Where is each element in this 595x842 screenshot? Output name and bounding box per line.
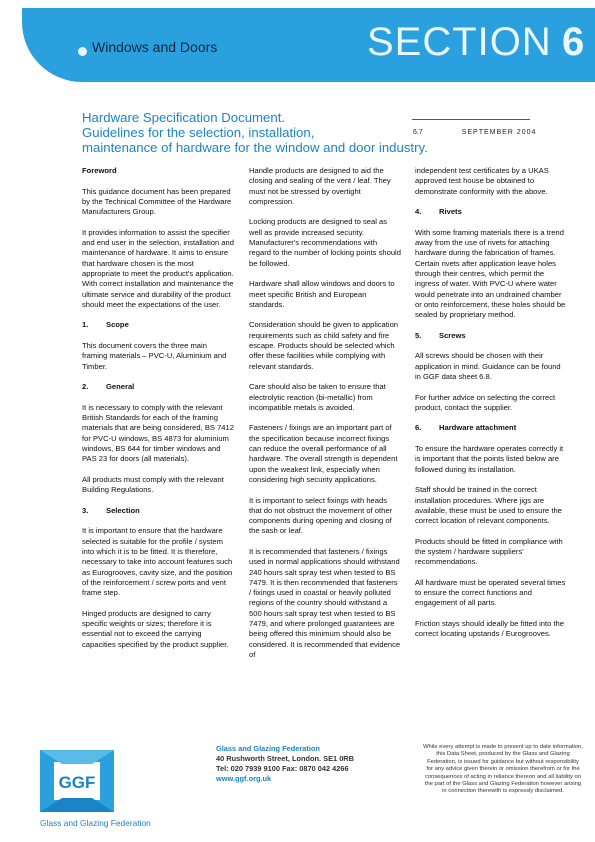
rivets-heading: 4. Rivets <box>415 207 462 217</box>
selection-paragraph-1: It is important to ensure that the hardware selected is suitable for the profile / system into which it is to be fitted. It is therefore, necessary to take into account features such as Eurogrooves, cavity size, and the position of the reinforcement / screw ports and vent frame step. <box>82 526 233 598</box>
test-certificates-paragraph: independent test certificates by a UKAS approved test house be obtained to demonstrate conformity with the above. <box>415 166 549 196</box>
screws-paragraph-1: All screws should be chosen with their application in mind. Guidance can be found in GGF data sheet 6.8. <box>415 351 561 381</box>
general-paragraph-2: All products must comply with the relevant Building Regulations. <box>82 474 224 495</box>
org-phone: Tel: 020 7939 9100 Fax: 0870 042 4266 <box>216 764 349 773</box>
safety-paragraph: Consideration should be given to application requirements such as child safety and fire escape. Products should be selected which offer these facilities while complying with relevant standards. <box>249 320 399 371</box>
logo-name: Glass and Glazing Federation <box>40 818 151 828</box>
bullet-icon <box>78 47 87 56</box>
salt-spray-paragraph: It is recommended that fasteners / fixings used in normal applications should withstand 240 hours salt spray test when tested to BS 7479. It is then recommended that fasteners / fixings used in coastal or heavily polluted regions of the country should withstand a 500 hours salt spray test when tested to BS 7479, and where prolonged guarantees are being offered this minimum should also be considered. It is recommended that evidence of <box>249 546 401 659</box>
screws-heading: 5. Screws <box>415 330 466 340</box>
attachment-paragraph-2: Staff should be trained in the correct installation procedures. Where jigs are available, these must be used to ensure the correct location of relevant components. <box>415 485 562 526</box>
disclaimer: While every attempt is made to present up to date information, this Data Sheet, produced by the Glass and Glazing Federation, is issued for guidance but without responsibility for any advice given therein or omission therefrom or for the consequences of acting in reliance thereon and all liability on the part of the Glass and Glazing Federation however arising in connection therewith is expressly disclaimed. <box>423 744 583 795</box>
foreword-paragraph-2: It provides information to assist the specifier and end user in the selection, installation and maintenance of hardware. It aims to ensure that hardware chosen is the most appropriate to meet the product's application. With correct installation and maintenance the ultimate service and durability of the product should meet the expectations of the user. <box>82 227 234 309</box>
scope-paragraph: This document covers the three main framing materials – PVC-U, Aluminium and Timber. <box>82 341 227 371</box>
fixings-heads-paragraph: It is important to select fixings with heads that do not obstruct the movement of other components during opening and closing of the sash or leaf. <box>249 495 393 536</box>
federation-contact <box>216 744 354 784</box>
attachment-paragraph-3: Products should be fitted in compliance with the system / hardware suppliers' recommendations. <box>415 536 563 567</box>
sheet-number: 6.7 <box>413 129 423 136</box>
column-2 <box>249 166 401 660</box>
attachment-heading: 6. Hardware attachment <box>415 423 517 433</box>
electrolytic-paragraph: Care should also be taken to ensure that electrolytic reaction (bi-metallic) from incompatible metals is avoided. <box>249 382 386 412</box>
section-banner <box>22 8 595 82</box>
foreword-heading: Foreword <box>82 166 117 175</box>
standards-paragraph: Hardware shall allow windows and doors to meet specific British and European standards. <box>249 279 395 309</box>
title-line-1: Hardware Specification Document. <box>82 110 286 125</box>
ggf-logo <box>40 750 114 812</box>
title-line-3: maintenance of hardware for the window and door industry. <box>82 140 428 155</box>
org-name: Glass and Glazing Federation <box>216 744 320 753</box>
general-heading: 2. General <box>82 382 135 392</box>
column-3 <box>415 166 567 640</box>
section-word: SECTION <box>367 20 552 64</box>
locking-paragraph: Locking products are designed to seal as well as provide increased security. Manufacturer's recommendations with regard to the number of locking points should be followed. <box>249 217 401 268</box>
attachment-paragraph-4: All hardware must be operated several times to ensure the correct functions and engagement of all parts. <box>415 577 566 608</box>
org-address: 40 Rushworth Street, London. SE1 0RB <box>216 754 354 763</box>
title-line-2: Guidelines for the selection, installation, <box>82 125 315 140</box>
section-name: Windows and Doors <box>92 39 218 55</box>
attachment-paragraph-1: To ensure the hardware operates correctly it is important that the points listed below are followed during its installation. <box>415 444 564 474</box>
footer <box>0 742 595 842</box>
general-paragraph-1: It is necessary to comply with the relevant British Standards for each of the framing materials that are being considered, BS 7412 for PVC-U windows, BS 4873 for aluminium windows, BS 644 for timber windows and PAS 23 for doors (all materials). <box>82 402 234 464</box>
selection-heading: 3. Selection <box>82 505 140 515</box>
selection-paragraph-2: Hinged products are designed to carry specific weights or sizes; therefore it is essential not to exceed the carrying capacities specified by the product supplier. <box>82 608 229 649</box>
screws-paragraph-2: For further advice on selecting the correct product, contact the supplier. <box>415 392 556 412</box>
rivets-paragraph: With some framing materials there is a trend away from the use of rivets for attaching hardware during the fabrication of frames. Certain rivets after application leave holes through their centres, which permit the ingress of water. With PVC-U where water would penetrate into an undrained chamber or onto reinforcement, these holes should be sealed by proprietary method. <box>415 227 566 320</box>
sheet-meta <box>413 129 536 136</box>
section-number: 6 <box>562 20 585 64</box>
scope-heading: 1. Scope <box>82 320 129 330</box>
attachment-paragraph-5: Friction stays should ideally be fitted into the correct locating upstands / Eurogrooves. <box>415 619 565 639</box>
org-web-link[interactable]: www.ggf.org.uk <box>216 774 272 783</box>
title-rule <box>412 119 530 120</box>
foreword-paragraph-1: This guidance document has been prepared by the Technical Committee of the Hardware Manufacturers Group. <box>82 186 232 217</box>
fasteners-paragraph: Fasteners / fixings are an important part of the specification because incorrect fixings can reduce the overall performance of all hardware. The overall strength is dependent upon the weakest link, especially when considering high security applications. <box>249 423 398 484</box>
column-1 <box>82 166 234 650</box>
sheet-date: SEPTEMBER 2004 <box>461 129 537 136</box>
handle-paragraph: Handle products are designed to aid the closing and sealing of the vent / leaf. They must not be stressed by overtight compression. <box>249 166 391 206</box>
logo-text: GGF <box>58 773 96 792</box>
